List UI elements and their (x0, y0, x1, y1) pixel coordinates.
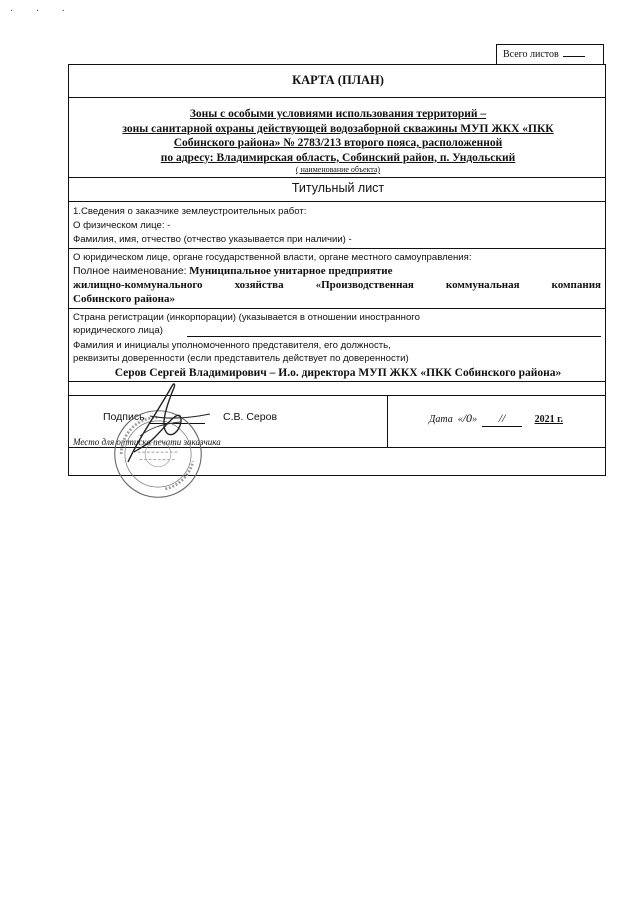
total-sheets-label: Всего листов (503, 49, 559, 60)
full-name-line-1: Муниципальное унитарное предприятие (189, 265, 393, 277)
fio-line: Фамилия, имя, отчество (отчество указывается при наличии) - (73, 234, 352, 245)
zone-caption-text: ( наименование объекта) (295, 165, 381, 174)
divider (69, 308, 605, 309)
individual-line: О физическом лице: - (73, 220, 171, 231)
full-name-line-3: Собинского района» (73, 293, 175, 305)
legal-heading: О юридическом лице, органе государственной власти, органе местного самоуправления: (73, 252, 472, 263)
scan-specks: · · · (10, 6, 75, 17)
divider (69, 248, 605, 249)
zone-line-3: Собинского района» № 2783/213 второго пояса, расположенной (173, 137, 503, 149)
date-day: /0 (462, 411, 473, 425)
date-label: Дата (429, 414, 453, 425)
customer-heading: 1.Сведения о заказчике землеустроительных работ: (73, 206, 307, 217)
zone-line-1: Зоны с особыми условиями использования территорий – (189, 108, 487, 120)
registration-country-line-2: юридического лица) (73, 325, 163, 336)
divider (69, 177, 605, 178)
document-title: КАРТА (ПЛАН) (292, 73, 384, 87)
representative-line-2: реквизиты доверенности (если представитель действует по доверенности) (73, 353, 409, 364)
handwritten-signature (110, 376, 220, 466)
total-sheets-blank (563, 46, 585, 57)
zone-line-2: зоны санитарной охраны действующей водозаборной скважины МУП ЖКХ «ПКК (122, 122, 554, 135)
legal-full-name (73, 265, 601, 278)
column-divider (387, 395, 388, 447)
zone-description (69, 107, 607, 165)
zone-line-4: по адресу: Владимирская область, Собинский район, п. Ундольский (160, 151, 516, 164)
page-subtitle: Титульный лист (291, 181, 385, 195)
full-name-line-2: жилищно-коммунального хозяйства «Производственная коммунальная компания (73, 279, 601, 291)
date-field: Дата «/0» // 2021 г. (429, 411, 563, 425)
registration-country-line-1: Страна регистрации (инкорпорации) (указывается в отношении иностранного (73, 312, 420, 323)
registration-country-blank (187, 336, 601, 337)
stamp-place-label: Место для оттиска печати заказчика (73, 437, 221, 447)
zone-caption (69, 165, 607, 174)
date-year: 2021 г. (534, 414, 563, 425)
signature-label: Подпись (103, 411, 145, 423)
full-name-label: Полное наименование: (73, 265, 187, 277)
representative-line-1: Фамилия и инициалы уполномоченного представителя, его должность, (73, 340, 391, 351)
date-month: // (498, 411, 506, 425)
divider (69, 201, 605, 202)
representative-name: Серов Сергей Владимирович – И.о. директора МУП ЖКХ «ПКК Собинского района» (114, 367, 562, 379)
signer-short-name: С.В. Серов (223, 411, 278, 423)
divider (69, 97, 605, 98)
total-sheets-box (496, 44, 604, 64)
